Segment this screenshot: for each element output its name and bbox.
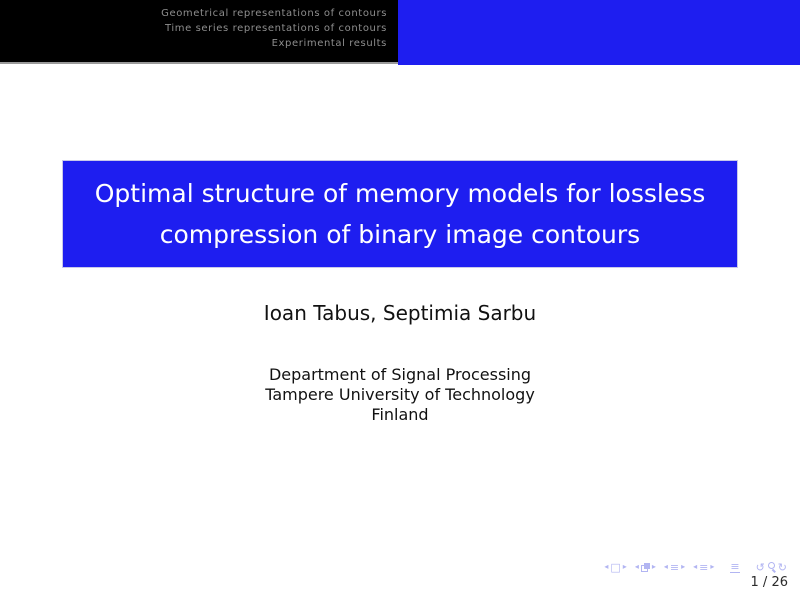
section-icon[interactable]: ≡ bbox=[669, 560, 680, 574]
go-forward-icon[interactable]: ↻ bbox=[777, 560, 787, 574]
next-frame-icon[interactable]: ▸ bbox=[651, 562, 656, 571]
prev-section-icon[interactable]: ◂ bbox=[663, 562, 668, 571]
slide-header bbox=[0, 0, 800, 65]
search-icon[interactable] bbox=[767, 562, 776, 572]
section-nav-list bbox=[161, 6, 387, 51]
frame-icon[interactable] bbox=[641, 563, 650, 572]
header-black-panel bbox=[0, 0, 398, 64]
beamer-nav-bar bbox=[604, 560, 787, 574]
go-back-icon[interactable]: ↺ bbox=[755, 560, 765, 574]
next-subsection-icon[interactable]: ▸ bbox=[710, 562, 715, 571]
slide-title-line1: Optimal structure of memory models for lossless bbox=[94, 179, 706, 208]
subsection-icon[interactable]: ≡ bbox=[699, 560, 709, 574]
prev-frame-icon[interactable]: ◂ bbox=[634, 562, 639, 571]
section-link-experimental[interactable]: Experimental results bbox=[271, 38, 387, 49]
nav-section-group[interactable] bbox=[664, 562, 685, 573]
institute bbox=[0, 365, 800, 425]
next-slide-icon[interactable]: ▸ bbox=[622, 562, 627, 571]
authors: Ioan Tabus, Septimia Sarbu bbox=[263, 301, 537, 325]
nav-history-group[interactable] bbox=[756, 562, 787, 573]
nav-frame-group[interactable] bbox=[635, 563, 656, 572]
institute-line-country: Finland bbox=[371, 405, 429, 424]
page-number: 1 / 26 bbox=[750, 575, 788, 590]
section-link-geometrical[interactable]: Geometrical representations of contours bbox=[161, 8, 387, 19]
presentation-icon[interactable]: ≡ bbox=[730, 560, 740, 573]
slide-icon[interactable]: □ bbox=[610, 560, 621, 574]
header-blue-panel bbox=[398, 0, 800, 65]
institute-line-department: Department of Signal Processing bbox=[268, 365, 532, 384]
nav-slide-group[interactable] bbox=[604, 562, 626, 573]
institute-line-university: Tampere University of Technology bbox=[265, 385, 535, 404]
section-link-time-series[interactable]: Time series representations of contours bbox=[164, 23, 387, 34]
nav-subsection-group[interactable] bbox=[693, 562, 714, 573]
title-box bbox=[62, 160, 738, 268]
nav-presentation-group[interactable] bbox=[730, 561, 739, 573]
next-section-icon[interactable]: ▸ bbox=[681, 562, 686, 571]
prev-slide-icon[interactable]: ◂ bbox=[604, 562, 609, 571]
slide-title-line2: compression of binary image contours bbox=[159, 220, 641, 249]
prev-subsection-icon[interactable]: ◂ bbox=[693, 562, 698, 571]
